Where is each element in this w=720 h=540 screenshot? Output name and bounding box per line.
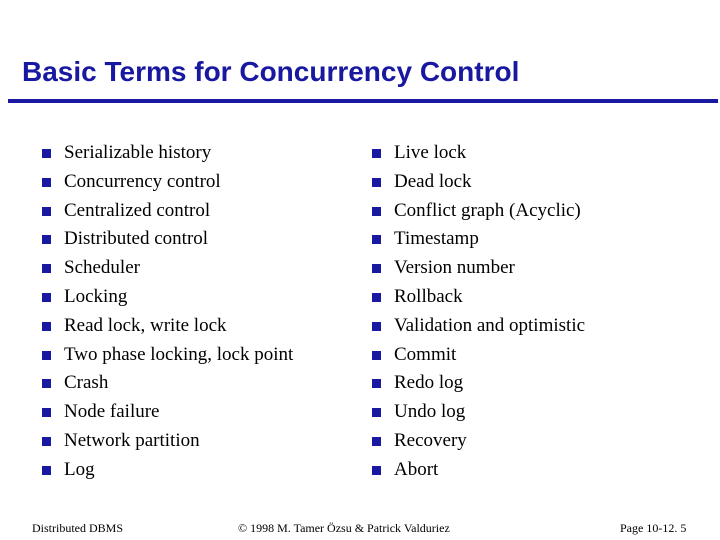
square-bullet-icon	[372, 178, 381, 187]
term-label: Abort	[394, 458, 439, 480]
square-bullet-icon	[372, 207, 381, 216]
footer-course-name: Distributed DBMS	[32, 521, 124, 535]
term-label: Read lock, write lock	[64, 314, 227, 336]
term-label: Two phase locking, lock point	[64, 343, 294, 365]
square-bullet-icon	[42, 322, 51, 331]
term-label: Version number	[394, 257, 515, 279]
square-bullet-icon	[42, 178, 51, 187]
square-bullet-icon	[372, 149, 381, 158]
footer-copyright: © 1998 M. Tamer Özsu & Patrick Valduriez	[238, 521, 450, 535]
square-bullet-icon	[372, 351, 381, 360]
square-bullet-icon	[372, 322, 381, 331]
term-label: Conflict graph (Acyclic)	[394, 199, 581, 221]
square-bullet-icon	[42, 207, 51, 216]
slide-title: Basic Terms for Concurrency Control	[22, 56, 520, 87]
square-bullet-icon	[372, 379, 381, 388]
square-bullet-icon	[42, 264, 51, 273]
footer-page-number: Page 10-12. 5	[620, 521, 687, 535]
square-bullet-icon	[372, 437, 381, 446]
square-bullet-icon	[42, 466, 51, 475]
term-label: Locking	[64, 285, 128, 307]
square-bullet-icon	[372, 235, 381, 244]
term-label: Crash	[64, 372, 109, 394]
square-bullet-icon	[372, 264, 381, 273]
term-label: Timestamp	[394, 228, 479, 250]
square-bullet-icon	[42, 149, 51, 158]
term-label: Scheduler	[64, 257, 140, 279]
term-label: Recovery	[394, 429, 467, 451]
square-bullet-icon	[42, 379, 51, 388]
term-label: Validation and optimistic	[394, 314, 586, 336]
term-label: Network partition	[64, 429, 200, 451]
square-bullet-icon	[372, 408, 381, 417]
square-bullet-icon	[42, 351, 51, 360]
term-label: Node failure	[64, 401, 160, 423]
term-label: Dead lock	[394, 170, 472, 192]
term-label: Concurrency control	[64, 170, 221, 192]
term-label: Serializable history	[64, 142, 212, 163]
square-bullet-icon	[42, 408, 51, 417]
term-label: Redo log	[394, 372, 464, 394]
square-bullet-icon	[42, 235, 51, 244]
square-bullet-icon	[42, 437, 51, 446]
square-bullet-icon	[372, 293, 381, 302]
term-label: Log	[64, 458, 95, 480]
term-label: Undo log	[394, 401, 466, 423]
square-bullet-icon	[372, 466, 381, 475]
term-label: Rollback	[394, 285, 463, 307]
square-bullet-icon	[42, 293, 51, 302]
title-underline	[8, 99, 718, 103]
term-label: Distributed control	[64, 228, 209, 250]
term-label: Live lock	[394, 142, 467, 163]
term-label: Commit	[394, 343, 457, 365]
term-label: Centralized control	[64, 199, 211, 221]
